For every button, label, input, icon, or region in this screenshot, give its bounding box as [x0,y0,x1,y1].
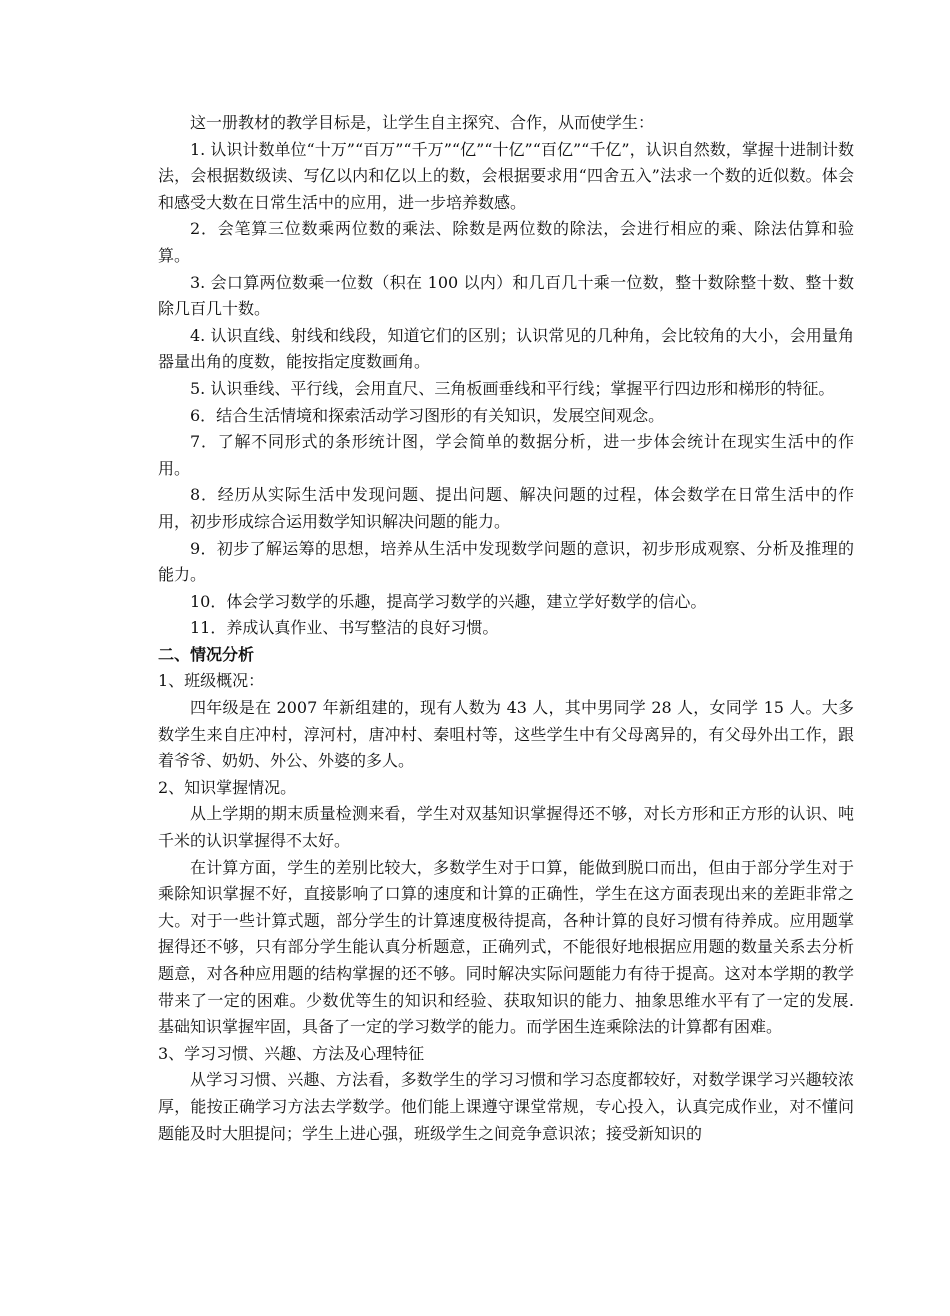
goal-item: 11．养成认真作业、书写整洁的良好习惯。 [190,618,499,638]
goal-item: 2．会笔算三位数乘两位数的乘法、除数是两位数的除法，会进行相应的乘、除法估算和验算。 [158,219,854,265]
goal-item: 6．结合生活情境和探索活动学习图形的有关知识，发展空间观念。 [190,405,665,425]
goal-item: 3. 会口算两位数乘一位数（积在 100 以内）和几百几十乘一位数，整十数除整十数、整十数除几百几十数。 [158,272,854,319]
subsection-title: 2、知识掌握情况。 [158,777,297,797]
subsection-title: 3、学习习惯、兴趣、方法及心理特征 [158,1043,425,1063]
body-paragraph: 四年级是在 2007 年新组建的，现有人数为 43 人，其中男同学 28 人，女同学 15 人。大多数学生来自庄冲村，淳河村，唐冲村、秦咀村等，这些学生中有父母离异的，有父母外出工作，跟着爷爷、奶奶、外公、外婆的多人。 [158,698,854,771]
goal-item: 10．体会学习数学的乐趣，提高学习数学的兴趣，建立学好数学的信心。 [190,591,707,611]
goal-item: 5. 认识垂线、平行线，会用直尺、三角板画垂线和平行线；掌握平行四边形和梯形的特征。 [190,378,835,398]
body-paragraph: 在计算方面，学生的差别比较大，多数学生对于口算，能做到脱口而出，但由于部分学生对于乘除知识掌握不好，直接影响了口算的速度和计算的正确性，学生在这方面表现出来的差距非常之大。对于一些计算式题，部分学生的计算速度极待提高，各种计算的良好习惯有待养成。应用题掌握得还不够，只有部分学生能认真分析题意，正确列式，不能很好地根据应用题的数量关系去分析题意，对各种应用题的结构掌握的还不够。同时解决实际问题能力有待于提高。这对本学期的教学带来了一定的困难。少数优等生的知识和经验、获取知识的能力、抽象思维水平有了一定的发展. 基础知识掌握牢固，具备了一定的学习数学的能力。而学困生连乘除法的计算都有困难。 [158,857,854,1037]
section-heading: 二、情况分析 [158,644,255,664]
goals-list [158,137,854,642]
goal-item: 4. 认识直线、射线和线段，知道它们的区别；认识常见的几种角，会比较角的大小，会用量角器量出角的度数，能按指定度数画角。 [158,325,854,372]
goal-item: 8．经历从实际生活中发现问题、提出问题、解决问题的过程，体会数学在日常生活中的作用，初步形成综合运用数学知识解决问题的能力。 [158,485,854,531]
goal-item: 1. 认识计数单位“十万”“百万”“千万”“亿”“十亿”“百亿”“千亿”，认识自然数，掌握十进制计数法，会根据数级读、写亿以内和亿以上的数，会根据要求用“四舍五入”法求一个数的近似数。体会和感受大数在日常生活中的应用，进一步培养数感。 [158,139,854,212]
intro-paragraph: 这一册教材的教学目标是，让学生自主探究、合作，从而使学生： [190,113,655,132]
subsection-title: 1、班级概况： [158,671,265,691]
body-paragraph: 从上学期的期末质量检测来看，学生对双基知识掌握得还不够，对长方形和正方形的认识、吨千米的认识掌握得不太好。 [158,804,854,851]
body-paragraph: 从学习习惯、兴趣、方法看，多数学生的学习习惯和学习态度都较好，对数学课学习兴趣较浓厚，能按正确学习方法去学数学。他们能上课遵守课堂常规，专心投入，认真完成作业，对不懂问题能及时大胆提问；学生上进心强，班级学生之间竞争意识浓；接受新知识的 [158,1070,854,1143]
goal-item: 9．初步了解运筹的思想，培养从生活中发现数学问题的意识，初步形成观察、分析及推理的能力。 [158,538,854,585]
goal-item: 7．了解不同形式的条形统计图，学会简单的数据分析，进一步体会统计在现实生活中的作用。 [158,432,854,478]
